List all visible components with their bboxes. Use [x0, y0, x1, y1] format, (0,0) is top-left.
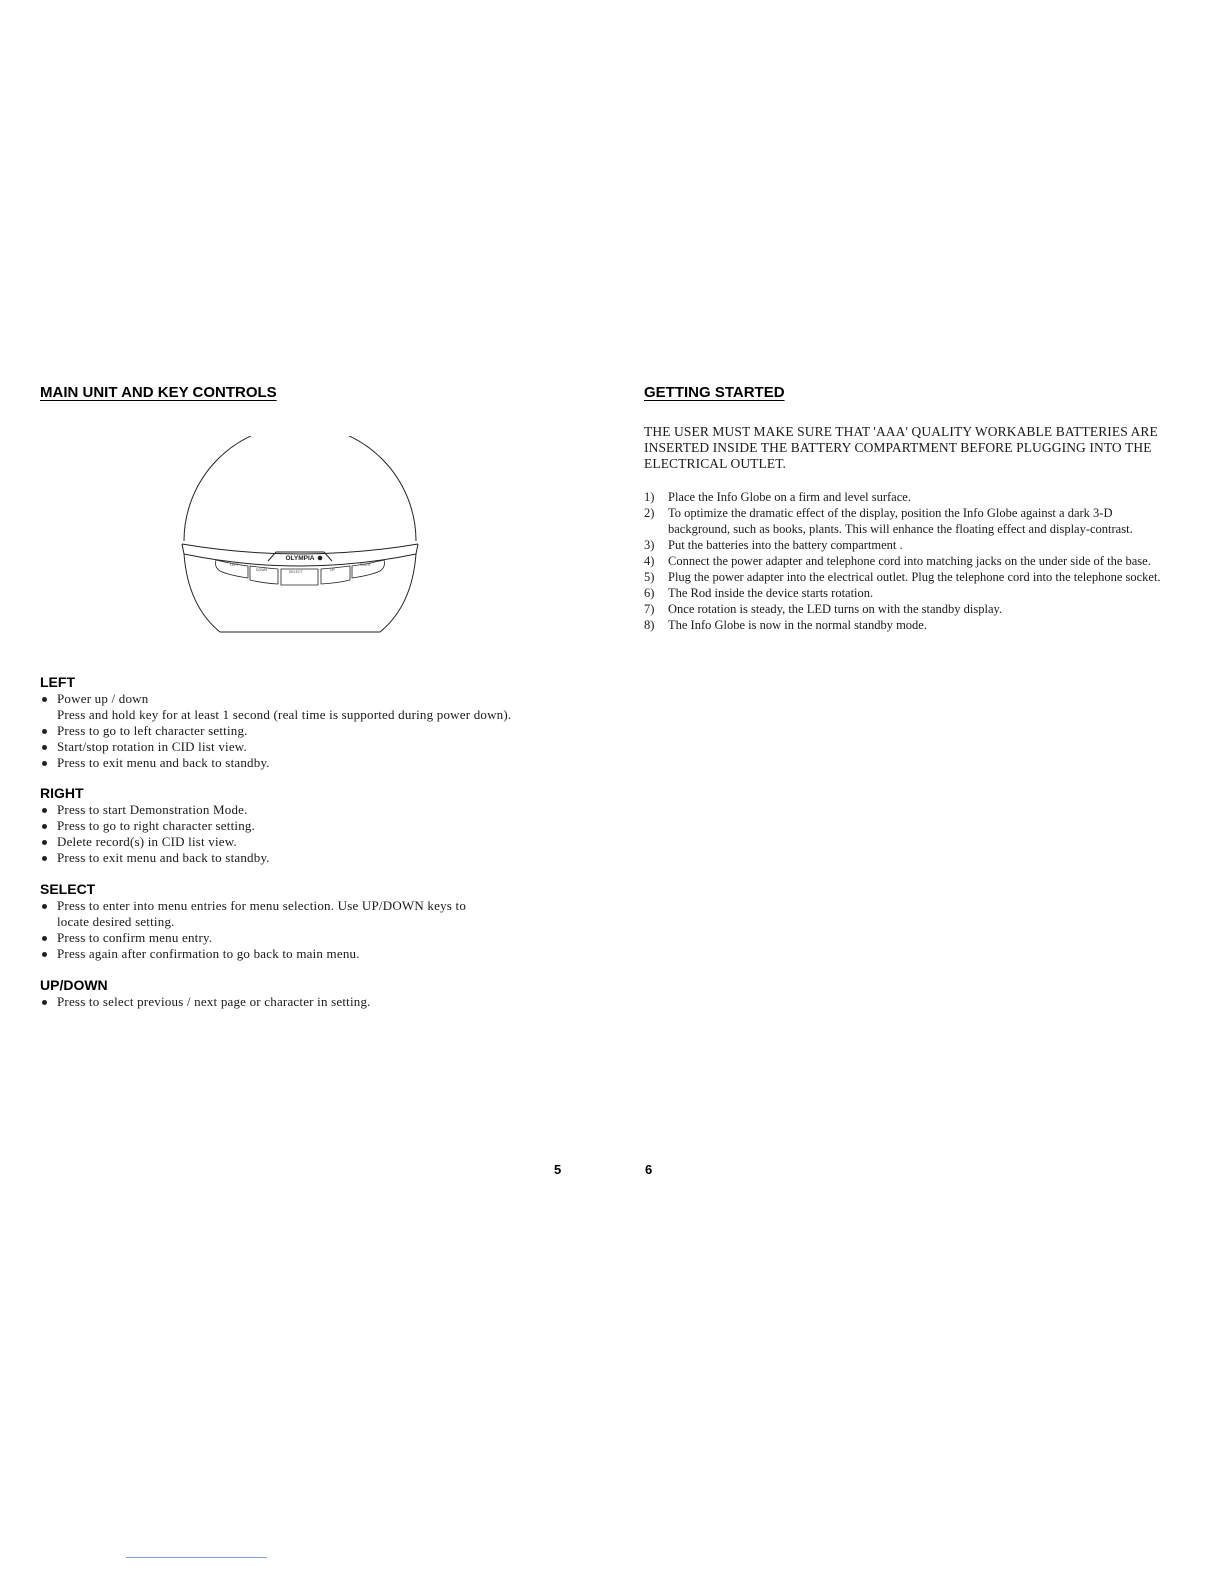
list-item: Press again after confirmation to go back to main menu.	[40, 946, 580, 962]
list-item: Press to exit menu and back to standby.	[40, 755, 580, 771]
list-item: Press to exit menu and back to standby.	[40, 850, 580, 866]
svg-text:DOWN: DOWN	[256, 568, 268, 572]
svg-text:UP: UP	[330, 568, 335, 572]
key-up	[321, 566, 350, 584]
svg-text:LEFT: LEFT	[230, 563, 239, 567]
section-select-key	[40, 881, 580, 962]
bullet-icon	[42, 697, 47, 702]
page-number-right: 6	[645, 1162, 653, 1177]
right-page	[644, 384, 1184, 633]
key-down	[250, 566, 278, 584]
bullet-icon	[42, 808, 47, 813]
footer-rule	[126, 1557, 267, 1558]
bullet-icon	[42, 745, 47, 750]
list-item: 8) The Info Globe is now in the normal standby mode.	[644, 618, 927, 632]
list-item: 1) Place the Info Globe on a firm and level surface.	[644, 490, 911, 504]
bullet-icon	[42, 904, 47, 909]
key-select	[281, 569, 318, 585]
brand-label: OLYMPIA	[285, 555, 315, 562]
section-title: LEFT	[40, 674, 75, 690]
bullet-icon	[42, 952, 47, 957]
bullet-icon	[42, 936, 47, 941]
section-left-key	[40, 674, 580, 771]
device-illustration	[170, 436, 430, 636]
list-item: Press to go to left character setting.	[40, 723, 580, 739]
globe-dome-outline	[184, 436, 416, 541]
setup-steps	[644, 489, 1184, 633]
svg-text:SELECT: SELECT	[289, 570, 303, 574]
bullet-icon	[42, 1000, 47, 1005]
list-item: Press to go to right character setting.	[40, 818, 580, 834]
list-item: 2) To optimize the dramatic effect of the display, position the Info Globe against a dark 3-D background, such as books, plants. This will enhance the floating effect and display-contrast.	[644, 506, 1133, 536]
battery-notice: THE USER MUST MAKE SURE THAT 'AAA' QUALITY WORKABLE BATTERIES ARE INSERTED INSIDE THE BATTERY COMPARTMENT BEFORE PLUGGING INTO THE ELECTRICAL OUTLET.	[644, 424, 1158, 471]
page-number-left: 5	[554, 1162, 562, 1177]
list-item: Press to confirm menu entry.	[40, 930, 580, 946]
list-item: 6) The Rod inside the device starts rotation.	[644, 586, 874, 600]
list-item: Press to select previous / next page or character in setting.	[40, 994, 580, 1010]
bullet-icon	[42, 840, 47, 845]
svg-text:RIGHT: RIGHT	[360, 563, 371, 567]
list-item: 4) Connect the power adapter and telephone cord into matching jacks on the under side of the base.	[644, 554, 1151, 568]
list-item: 7) Once rotation is steady, the LED turns on with the standby display.	[644, 602, 1003, 616]
bullet-icon	[42, 856, 47, 861]
bullet-icon	[42, 824, 47, 829]
right-page-heading: GETTING STARTED	[644, 384, 785, 401]
list-item: Press to start Demonstration Mode.	[40, 802, 580, 818]
list-item: Start/stop rotation in CID list view.	[40, 739, 580, 755]
left-page	[40, 384, 580, 1009]
section-title: UP/DOWN	[40, 977, 108, 993]
list-item: Power up / down Press and hold key for at least 1 second (real time is supported during power down).	[40, 691, 580, 723]
list-item: 3) Put the batteries into the battery compartment .	[644, 538, 903, 552]
section-title: SELECT	[40, 881, 96, 897]
section-right-key	[40, 785, 580, 866]
section-title: RIGHT	[40, 785, 84, 801]
info-globe-drawing	[170, 436, 430, 636]
list-item: Press to enter into menu entries for menu selection. Use UP/DOWN keys to locate desired setting.	[40, 898, 580, 930]
section-updown-key	[40, 977, 580, 1010]
left-page-heading: MAIN UNIT AND KEY CONTROLS	[40, 384, 277, 401]
list-item: 5) Plug the power adapter into the electrical outlet. Plug the telephone cord into the telephone socket.	[644, 570, 1161, 584]
bullet-icon	[42, 729, 47, 734]
list-item: Delete record(s) in CID list view.	[40, 834, 580, 850]
bullet-icon	[42, 761, 47, 766]
